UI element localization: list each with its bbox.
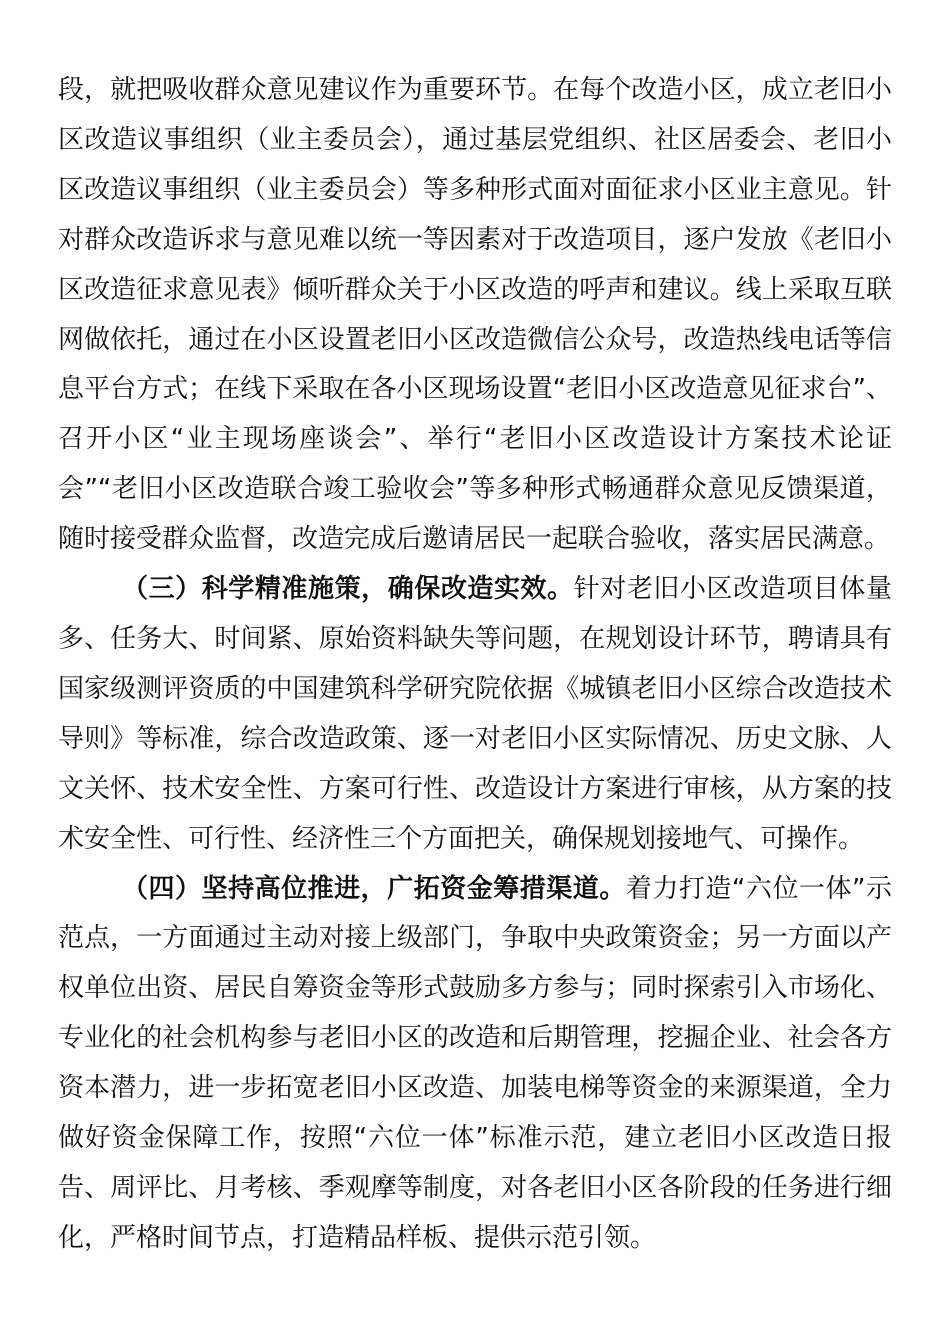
paragraph-public-opinion [58,66,892,565]
paragraph-text: 段，就把吸收群众意见建议作为重要环节。在每个改造小区，成立老旧小区改造议事组织（业主委员会），通过基层党组织、社区居委会、老旧小区改造议事组织（业主委员会）等多种形式面对面征求小区业主意见。针对群众改造诉求与意见难以统一等因素对于改造项目，逐户发放《老旧小区改造征求意见表》倾听群众关于小区改造的呼声和建议。线上采取互联网做依托，通过在小区设置老旧小区改造微信公众号，改造热线电话等信息平台方式；在线下采取在各小区现场设置“老旧小区改造意见征求台”、召开小区“业主现场座谈会”、举行“老旧小区改造设计方案技术论证会”“老旧小区改造联合竣工验收会”等多种形式畅通群众意见反馈渠道，随时接受群众监督，改造完成后邀请居民一起联合验收，落实居民满意。 [58,75,892,555]
paragraph-section-four [58,865,892,1264]
paragraph-text: 着力打造“六位一体”示范点，一方面通过主动对接上级部门，争取中央政策资金；另一方面以产权单位出资、居民自筹资金等形式鼓励多方参与；同时探索引入市场化、专业化的社会机构参与老旧小区的改造和后期管理，挖掘企业、社会各方资本潜力，进一步拓宽老旧小区改造、加装电梯等资金的来源渠道，全力做好资金保障工作，按照“六位一体”标准示范，建立老旧小区改造日报告、周评比、月考核、季观摩等制度，对各老旧小区各阶段的任务进行细化，严格时间节点，打造精品样板、提供示范引领。 [58,873,892,1253]
paragraph-section-three [58,565,892,864]
section-heading-four: （四）坚持高位推进，广拓资金筹措渠道。 [122,873,626,904]
paragraph-text: 针对老旧小区改造项目体量多、任务大、时间紧、原始资料缺失等问题，在规划设计环节，聘请具有国家级测评资质的中国建筑科学研究院依据《城镇老旧小区综合改造技术导则》等标准，综合改造政策、逐一对老旧小区实际情况、历史文脉、人文关怀、技术安全性、方案可行性、改造设计方案进行审核，从方案的技术安全性、可行性、经济性三个方面把关，确保规划接地气、可操作。 [58,574,892,854]
section-heading-three: （三）科学精准施策，确保改造实效。 [122,574,574,605]
document-body [58,66,892,1264]
